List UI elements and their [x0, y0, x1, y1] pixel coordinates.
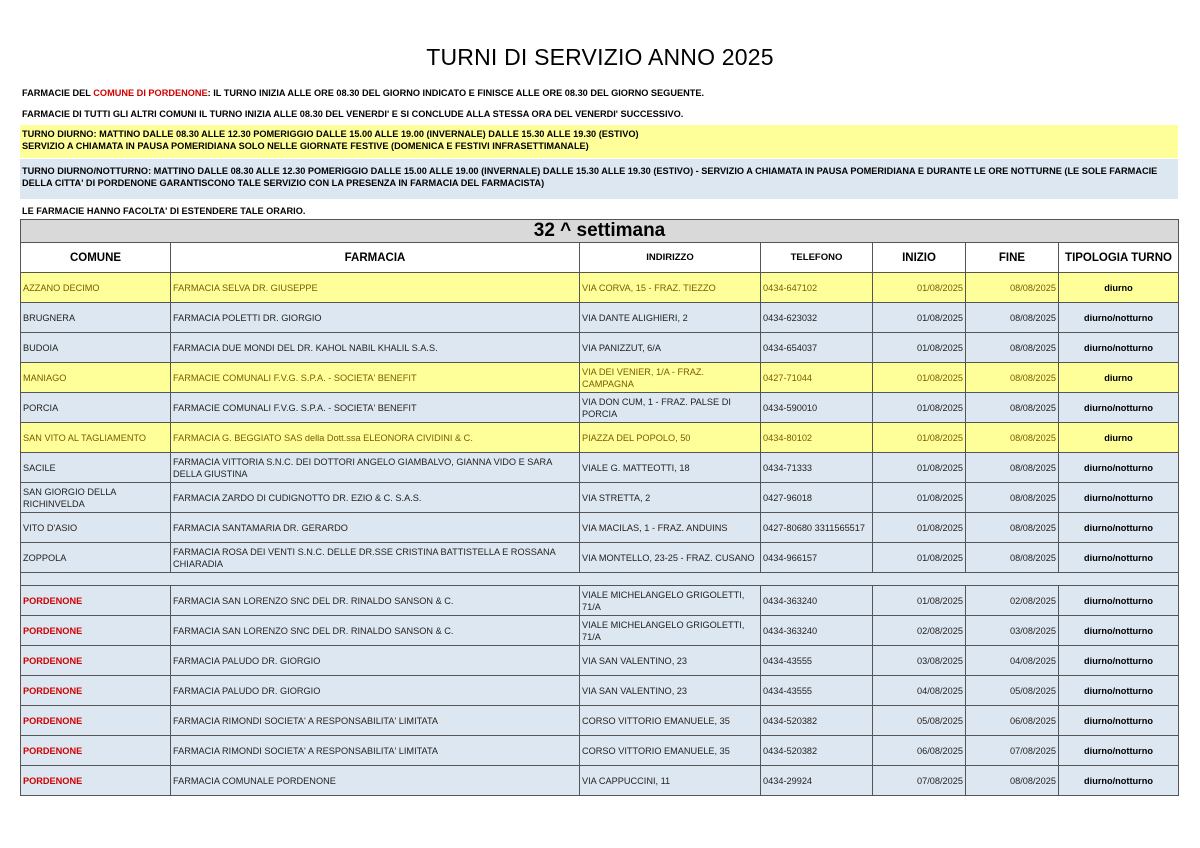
- cell-inizio: 01/08/2025: [873, 423, 966, 453]
- cell-farmacia: FARMACIA COMUNALE PORDENONE: [171, 766, 580, 796]
- note-other-comuni: FARMACIE DI TUTTI GLI ALTRI COMUNI IL TURNO INIZIA ALLE 08.30 DEL VENERDI' E SI CONCLUDE ALLA STESSA ORA DEL VENERDI' SUCCESSIVO.: [22, 109, 684, 119]
- cell-indirizzo: PIAZZA DEL POPOLO, 50: [580, 423, 761, 453]
- cell-telefono: 0427-80680 3311565517: [761, 513, 873, 543]
- cell-tipologia: diurno/notturno: [1059, 766, 1179, 796]
- cell-comune: SACILE: [21, 453, 171, 483]
- cell-comune: SAN GIORGIO DELLA RICHINVELDA: [21, 483, 171, 513]
- cell-telefono: 0434-647102: [761, 273, 873, 303]
- cell-indirizzo: VIA DANTE ALIGHIERI, 2: [580, 303, 761, 333]
- cell-fine: 03/08/2025: [966, 616, 1059, 646]
- cell-telefono: 0434-29924: [761, 766, 873, 796]
- table-row: [21, 766, 1179, 796]
- cell-telefono: 0427-71044: [761, 363, 873, 393]
- cell-comune: PORCIA: [21, 393, 171, 423]
- header-indirizzo: INDIRIZZO: [580, 243, 761, 273]
- cell-tipologia: diurno/notturno: [1059, 513, 1179, 543]
- cell-fine: 08/08/2025: [966, 453, 1059, 483]
- table-row: [21, 706, 1179, 736]
- table-row: [21, 303, 1179, 333]
- header-telefono: TELEFONO: [761, 243, 873, 273]
- table-row: [21, 393, 1179, 423]
- cell-comune: MANIAGO: [21, 363, 171, 393]
- cell-inizio: 01/08/2025: [873, 453, 966, 483]
- cell-comune: PORDENONE: [21, 706, 171, 736]
- cell-comune: AZZANO DECIMO: [21, 273, 171, 303]
- cell-comune: BUDOIA: [21, 333, 171, 363]
- cell-fine: 08/08/2025: [966, 303, 1059, 333]
- cell-telefono: 0434-520382: [761, 706, 873, 736]
- cell-tipologia: diurno: [1059, 423, 1179, 453]
- cell-comune: PORDENONE: [21, 586, 171, 616]
- cell-indirizzo: VIA SAN VALENTINO, 23: [580, 646, 761, 676]
- cell-tipologia: diurno/notturno: [1059, 543, 1179, 573]
- cell-fine: 08/08/2025: [966, 333, 1059, 363]
- cell-comune: PORDENONE: [21, 646, 171, 676]
- cell-fine: 08/08/2025: [966, 273, 1059, 303]
- cell-tipologia: diurno/notturno: [1059, 736, 1179, 766]
- table-row: [21, 676, 1179, 706]
- cell-inizio: 03/08/2025: [873, 646, 966, 676]
- cell-telefono: 0434-363240: [761, 616, 873, 646]
- cell-farmacia: FARMACIA ROSA DEI VENTI S.N.C. DELLE DR.SSE CRISTINA BATTISTELLA E ROSSANA CHIARADIA: [171, 543, 580, 573]
- cell-tipologia: diurno/notturno: [1059, 303, 1179, 333]
- cell-indirizzo: VIA CORVA, 15 - FRAZ. TIEZZO: [580, 273, 761, 303]
- cell-farmacia: FARMACIA RIMONDI SOCIETA' A RESPONSABILITA' LIMITATA: [171, 706, 580, 736]
- cell-fine: 08/08/2025: [966, 766, 1059, 796]
- cell-farmacia: FARMACIA SELVA DR. GIUSEPPE: [171, 273, 580, 303]
- cell-tipologia: diurno/notturno: [1059, 453, 1179, 483]
- turni-table: [20, 219, 1179, 796]
- cell-inizio: 06/08/2025: [873, 736, 966, 766]
- header-farmacia: FARMACIA: [171, 243, 580, 273]
- cell-indirizzo: VIA STRETTA, 2: [580, 483, 761, 513]
- cell-indirizzo: VIA MONTELLO, 23-25 - FRAZ. CUSANO: [580, 543, 761, 573]
- cell-tipologia: diurno/notturno: [1059, 483, 1179, 513]
- cell-comune: SAN VITO AL TAGLIAMENTO: [21, 423, 171, 453]
- cell-inizio: 01/08/2025: [873, 513, 966, 543]
- cell-comune: PORDENONE: [21, 766, 171, 796]
- cell-fine: 06/08/2025: [966, 706, 1059, 736]
- cell-telefono: 0434-80102: [761, 423, 873, 453]
- cell-fine: 05/08/2025: [966, 676, 1059, 706]
- table-row: [21, 363, 1179, 393]
- table-row: [21, 483, 1179, 513]
- cell-farmacia: FARMACIA POLETTI DR. GIORGIO: [171, 303, 580, 333]
- cell-tipologia: diurno/notturno: [1059, 706, 1179, 736]
- separator-cell: [21, 573, 1179, 586]
- cell-tipologia: diurno: [1059, 363, 1179, 393]
- cell-telefono: 0434-71333: [761, 453, 873, 483]
- cell-tipologia: diurno/notturno: [1059, 333, 1179, 363]
- cell-tipologia: diurno/notturno: [1059, 586, 1179, 616]
- cell-comune: PORDENONE: [21, 616, 171, 646]
- note-diurno-line-2: SERVIZIO A CHIAMATA IN PAUSA POMERIDIANA SOLO NELLE GIORNATE FESTIVE (DOMENICA E FESTIVI INFRASETTIMANALE): [22, 141, 589, 151]
- cell-farmacia: FARMACIA DUE MONDI DEL DR. KAHOL NABIL KHALIL S.A.S.: [171, 333, 580, 363]
- cell-inizio: 01/08/2025: [873, 393, 966, 423]
- cell-fine: 08/08/2025: [966, 363, 1059, 393]
- cell-farmacia: FARMACIA RIMONDI SOCIETA' A RESPONSABILITA' LIMITATA: [171, 736, 580, 766]
- week-label: 32 ^ settimana: [21, 220, 1179, 243]
- cell-indirizzo: VIALE MICHELANGELO GRIGOLETTI, 71/A: [580, 586, 761, 616]
- cell-fine: 08/08/2025: [966, 393, 1059, 423]
- cell-comune: PORDENONE: [21, 736, 171, 766]
- cell-telefono: 0434-520382: [761, 736, 873, 766]
- cell-tipologia: diurno/notturno: [1059, 393, 1179, 423]
- cell-tipologia: diurno: [1059, 273, 1179, 303]
- cell-indirizzo: VIA PANIZZUT, 6/A: [580, 333, 761, 363]
- note-pordenone-schedule: [20, 87, 1178, 99]
- cell-farmacia: FARMACIA VITTORIA S.N.C. DEI DOTTORI ANGELO GIAMBALVO, GIANNA VIDO E SARA DELLA GIUSTINA: [171, 453, 580, 483]
- cell-farmacia: FARMACIA PALUDO DR. GIORGIO: [171, 676, 580, 706]
- cell-telefono: 0434-623032: [761, 303, 873, 333]
- cell-inizio: 01/08/2025: [873, 586, 966, 616]
- cell-indirizzo: VIA DON CUM, 1 - FRAZ. PALSE DI PORCIA: [580, 393, 761, 423]
- table-row: [21, 513, 1179, 543]
- cell-indirizzo: VIALE G. MATTEOTTI, 18: [580, 453, 761, 483]
- table-row: [21, 423, 1179, 453]
- cell-telefono: 0427-96018: [761, 483, 873, 513]
- cell-telefono: 0434-363240: [761, 586, 873, 616]
- header-tipologia: TIPOLOGIA TURNO: [1059, 243, 1179, 273]
- cell-indirizzo: VIA MACILAS, 1 - FRAZ. ANDUINS: [580, 513, 761, 543]
- cell-comune: VITO D'ASIO: [21, 513, 171, 543]
- note-text: : IL TURNO INIZIA ALLE ORE 08.30 DEL GIORNO INDICATO E FINISCE ALLE ORE 08.30 DEL GIORNO SEGUENTE.: [207, 88, 705, 98]
- note-highlight-comune: COMUNE DI PORDENONE: [93, 88, 208, 98]
- table-row: [21, 273, 1179, 303]
- cell-indirizzo: CORSO VITTORIO EMANUELE, 35: [580, 706, 761, 736]
- note-diurno-notturno: TURNO DIURNO/NOTTURNO: MATTINO DALLE 08.30 ALLE 12.30 POMERIGGIO DALLE 15.00 ALLE 19.00 (INVERNALE) DALLE 15.30 ALLE 19.30 (ESTIVO) - SERVIZIO A CHIAMATA IN PAUSA POMERIDIANA E DURANTE LE ORE NOTTURNE (LE SOLE FARMACIE DELLA CITTA' DI PORDENONE GARANTISCONO TALE SERVIZIO CON LA PRESENZA IN FARMACIA DEL FARMACISTA): [20, 159, 1178, 199]
- cell-farmacia: FARMACIA SANTAMARIA DR. GERARDO: [171, 513, 580, 543]
- table-row: [21, 333, 1179, 363]
- table-row: [21, 543, 1179, 573]
- cell-fine: 08/08/2025: [966, 543, 1059, 573]
- cell-fine: 02/08/2025: [966, 586, 1059, 616]
- table-row: [21, 453, 1179, 483]
- cell-inizio: 05/08/2025: [873, 706, 966, 736]
- cell-tipologia: diurno/notturno: [1059, 676, 1179, 706]
- cell-indirizzo: CORSO VITTORIO EMANUELE, 35: [580, 736, 761, 766]
- cell-inizio: 01/08/2025: [873, 543, 966, 573]
- cell-inizio: 01/08/2025: [873, 483, 966, 513]
- cell-farmacia: FARMACIE COMUNALI F.V.G. S.P.A. - SOCIETA' BENEFIT: [171, 363, 580, 393]
- note-diurno: [20, 125, 1178, 158]
- note-facolta: LE FARMACIE HANNO FACOLTA' DI ESTENDERE TALE ORARIO.: [22, 206, 306, 216]
- cell-comune: BRUGNERA: [21, 303, 171, 333]
- cell-fine: 07/08/2025: [966, 736, 1059, 766]
- header-row: [21, 243, 1179, 273]
- cell-telefono: 0434-654037: [761, 333, 873, 363]
- cell-farmacia: FARMACIA ZARDO DI CUDIGNOTTO DR. EZIO & C. S.A.S.: [171, 483, 580, 513]
- section-separator: [21, 573, 1179, 586]
- cell-inizio: 01/08/2025: [873, 303, 966, 333]
- table-row: [21, 736, 1179, 766]
- cell-inizio: 01/08/2025: [873, 363, 966, 393]
- table-row: [21, 586, 1179, 616]
- page-title: TURNI DI SERVIZIO ANNO 2025: [426, 44, 774, 70]
- week-row: [21, 220, 1179, 243]
- note-text: FARMACIE DEL: [22, 88, 94, 98]
- cell-telefono: 0434-43555: [761, 646, 873, 676]
- cell-fine: 08/08/2025: [966, 483, 1059, 513]
- cell-tipologia: diurno/notturno: [1059, 616, 1179, 646]
- cell-fine: 04/08/2025: [966, 646, 1059, 676]
- header-fine: FINE: [966, 243, 1059, 273]
- cell-comune: ZOPPOLA: [21, 543, 171, 573]
- cell-inizio: 01/08/2025: [873, 273, 966, 303]
- table-row: [21, 616, 1179, 646]
- header-comune: COMUNE: [21, 243, 171, 273]
- cell-farmacia: FARMACIE COMUNALI F.V.G. S.P.A. - SOCIETA' BENEFIT: [171, 393, 580, 423]
- cell-telefono: 0434-590010: [761, 393, 873, 423]
- cell-inizio: 01/08/2025: [873, 333, 966, 363]
- cell-inizio: 07/08/2025: [873, 766, 966, 796]
- cell-tipologia: diurno/notturno: [1059, 646, 1179, 676]
- cell-farmacia: FARMACIA G. BEGGIATO SAS della Dott.ssa ELEONORA CIVIDINI & C.: [171, 423, 580, 453]
- table-row: [21, 646, 1179, 676]
- cell-inizio: 02/08/2025: [873, 616, 966, 646]
- cell-telefono: 0434-966157: [761, 543, 873, 573]
- cell-farmacia: FARMACIA SAN LORENZO SNC DEL DR. RINALDO SANSON & C.: [171, 586, 580, 616]
- cell-indirizzo: VIA CAPPUCCINI, 11: [580, 766, 761, 796]
- cell-indirizzo: VIA DEI VENIER, 1/A - FRAZ. CAMPAGNA: [580, 363, 761, 393]
- header-inizio: INIZIO: [873, 243, 966, 273]
- cell-fine: 08/08/2025: [966, 423, 1059, 453]
- cell-fine: 08/08/2025: [966, 513, 1059, 543]
- cell-telefono: 0434-43555: [761, 676, 873, 706]
- cell-comune: PORDENONE: [21, 676, 171, 706]
- cell-indirizzo: VIALE MICHELANGELO GRIGOLETTI, 71/A: [580, 616, 761, 646]
- cell-farmacia: FARMACIA SAN LORENZO SNC DEL DR. RINALDO SANSON & C.: [171, 616, 580, 646]
- cell-inizio: 04/08/2025: [873, 676, 966, 706]
- cell-farmacia: FARMACIA PALUDO DR. GIORGIO: [171, 646, 580, 676]
- cell-indirizzo: VIA SAN VALENTINO, 23: [580, 676, 761, 706]
- note-diurno-line-1: TURNO DIURNO: MATTINO DALLE 08.30 ALLE 12.30 POMERIGGIO DALLE 15.00 ALLE 19.00 (INVERNALE) DALLE 15.30 ALLE 19.30 (ESTIVO): [22, 129, 639, 139]
